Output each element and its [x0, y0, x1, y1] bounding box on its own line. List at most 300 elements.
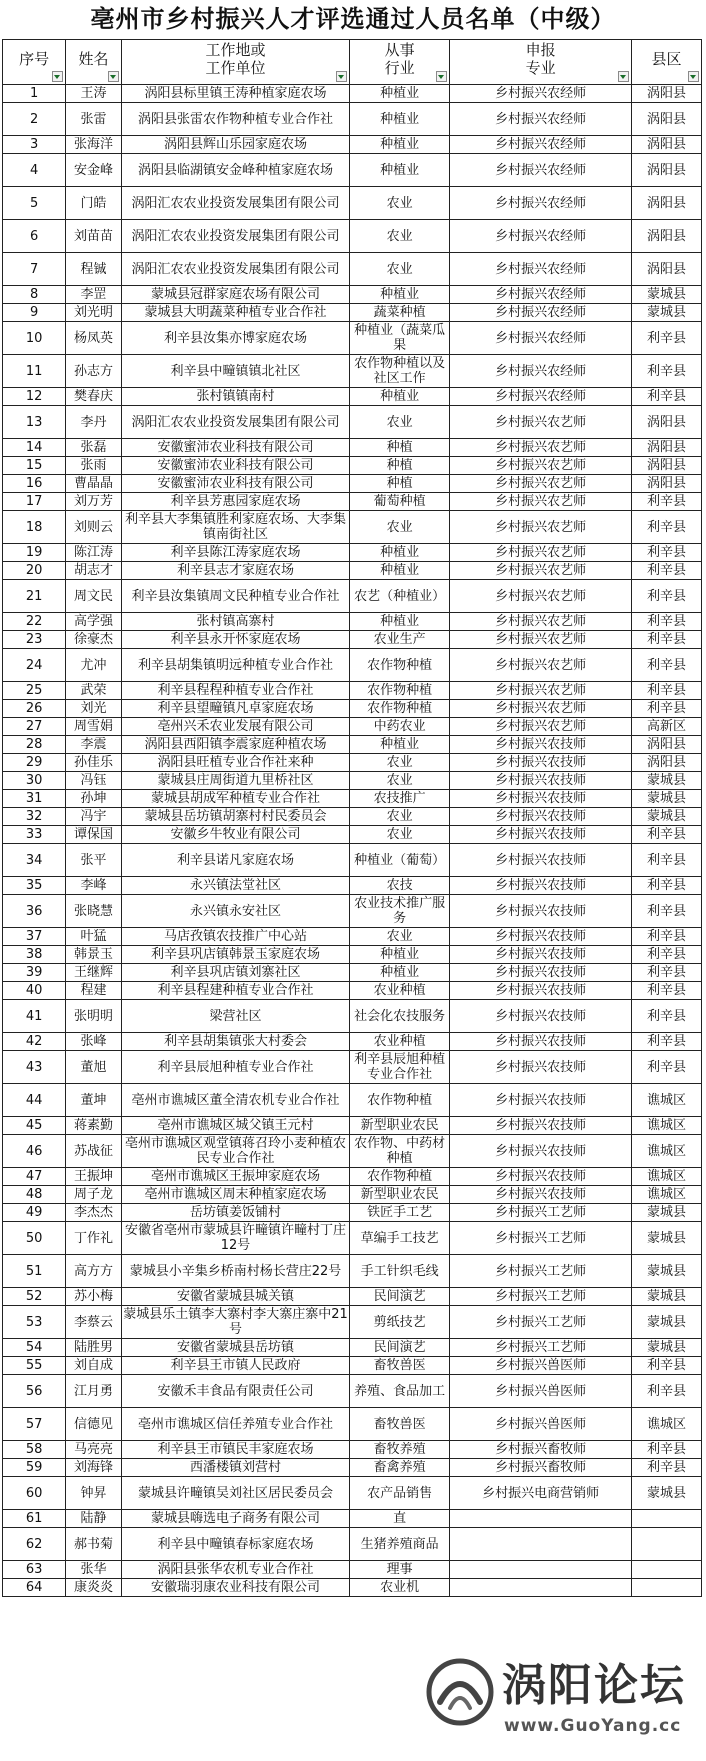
cell-major: 乡村振兴农艺师	[450, 682, 632, 700]
cell-industry: 种植业	[350, 613, 450, 631]
cell-county: 利辛县	[632, 682, 702, 700]
cell-name: 孙佳乐	[66, 754, 121, 772]
cell-county: 涡阳县	[632, 187, 702, 220]
table-row	[3, 220, 702, 253]
cell-no: 58	[3, 1441, 66, 1459]
table-row	[3, 1441, 702, 1459]
cell-county: 蒙城县	[632, 1306, 702, 1339]
cell-no: 43	[3, 1051, 66, 1084]
cell-name: 王涛	[66, 85, 121, 103]
cell-industry: 葡萄种植	[350, 493, 450, 511]
cell-industry: 农业	[350, 253, 450, 286]
cell-industry: 手工针织毛线	[350, 1255, 450, 1288]
cell-no: 14	[3, 439, 66, 457]
cell-industry: 农作物种植	[350, 682, 450, 700]
cell-unit: 利辛县辰旭种植专业合作社	[121, 1051, 350, 1084]
cell-unit: 利辛县巩店镇刘寨社区	[121, 964, 350, 982]
cell-industry: 生猪养殖商品	[350, 1528, 450, 1561]
table-row	[3, 718, 702, 736]
cell-county: 利辛县	[632, 1441, 702, 1459]
cell-industry: 种植业	[350, 736, 450, 754]
cell-industry: 理事	[350, 1561, 450, 1579]
cell-unit: 利辛县王市镇民丰家庭农场	[121, 1441, 350, 1459]
cell-name: 刘万芳	[66, 493, 121, 511]
cell-name: 高学强	[66, 613, 121, 631]
cell-no: 44	[3, 1084, 66, 1117]
cell-major: 乡村振兴电商营销师	[450, 1477, 632, 1510]
cell-name: 冯钰	[66, 772, 121, 790]
cell-no: 21	[3, 580, 66, 613]
cell-no: 12	[3, 388, 66, 406]
cell-major: 乡村振兴农艺师	[450, 718, 632, 736]
cell-industry: 农业	[350, 511, 450, 544]
cell-no: 57	[3, 1408, 66, 1441]
cell-major: 乡村振兴兽医师	[450, 1375, 632, 1408]
cell-unit: 亳州兴禾农业发展有限公司	[121, 718, 350, 736]
table-row	[3, 1135, 702, 1168]
cell-no: 1	[3, 85, 66, 103]
cell-no: 17	[3, 493, 66, 511]
cell-county: 蒙城县	[632, 1255, 702, 1288]
cell-unit: 安徽乡牛牧业有限公司	[121, 826, 350, 844]
cell-major: 乡村振兴农经师	[450, 304, 632, 322]
cell-unit: 蒙城县岳坊镇胡寨村村民委员会	[121, 808, 350, 826]
cell-unit: 安徽瑞羽康农业科技有限公司	[121, 1579, 350, 1597]
header-county: 县区	[632, 40, 702, 85]
cell-unit: 安徽省蒙城县岳坊镇	[121, 1339, 350, 1357]
cell-unit: 张村镇镇南村	[121, 388, 350, 406]
cell-no: 41	[3, 1000, 66, 1033]
table-row	[3, 895, 702, 928]
table-row	[3, 253, 702, 286]
cell-name: 郝书菊	[66, 1528, 121, 1561]
table-row	[3, 1117, 702, 1135]
cell-name: 康炎炎	[66, 1579, 121, 1597]
cell-unit: 蒙城县乐土镇李大寨村李大寨庄寨中21号	[123, 1307, 348, 1337]
cell-industry: 农作物种植	[350, 649, 450, 682]
cell-major	[450, 1579, 632, 1597]
cell-unit: 马店孜镇农技推广中心站	[121, 928, 350, 946]
cell-industry: 养殖、食品加工	[350, 1375, 450, 1408]
cell-name: 王继辉	[66, 964, 121, 982]
cell-county: 谯城区	[632, 1186, 702, 1204]
cell-name: 刘光	[66, 700, 121, 718]
cell-name: 丁作礼	[66, 1222, 121, 1255]
watermark-url: www.GuoYang.cc	[504, 1716, 682, 1736]
cell-no: 6	[3, 220, 66, 253]
cell-name: 周子龙	[66, 1186, 121, 1204]
cell-major	[450, 1528, 632, 1561]
cell-major	[450, 1561, 632, 1579]
cell-county: 利辛县	[632, 511, 702, 544]
cell-name: 徐豪杰	[66, 631, 121, 649]
table-row	[3, 388, 702, 406]
cell-major: 乡村振兴畜牧师	[450, 1441, 632, 1459]
cell-county: 涡阳县	[632, 103, 702, 136]
cell-county: 利辛县	[632, 1357, 702, 1375]
table-body	[3, 85, 702, 1597]
cell-name: 韩景玉	[66, 946, 121, 964]
cell-unit: 涡阳县西阳镇李震家庭种植农场	[121, 736, 350, 754]
cell-name: 张晓慧	[66, 895, 121, 928]
cell-major: 乡村振兴农艺师	[450, 700, 632, 718]
table-row	[3, 982, 702, 1000]
table-row	[3, 946, 702, 964]
cell-major: 乡村振兴农艺师	[450, 439, 632, 457]
table-row	[3, 790, 702, 808]
cell-name: 蒋素勤	[66, 1117, 121, 1135]
cell-no: 35	[3, 877, 66, 895]
cell-industry: 农业	[350, 754, 450, 772]
table-row	[3, 1375, 702, 1408]
cell-county: 利辛县	[632, 613, 702, 631]
cell-no: 54	[3, 1339, 66, 1357]
cell-county: 利辛县	[632, 946, 702, 964]
cell-no: 63	[3, 1561, 66, 1579]
cell-major: 乡村振兴工艺师	[450, 1306, 632, 1339]
filter-dropdown-icon[interactable]	[52, 71, 63, 82]
cell-industry: 农业	[350, 187, 450, 220]
cell-name: 董坤	[66, 1084, 121, 1117]
cell-unit: 安徽省蒙城县城关镇	[121, 1288, 350, 1306]
table-row	[3, 1561, 702, 1579]
table-row	[3, 1408, 702, 1441]
cell-no: 3	[3, 136, 66, 154]
table-row	[3, 1000, 702, 1033]
table-row	[3, 877, 702, 895]
cell-industry: 种植业（葡萄）	[350, 844, 450, 877]
cell-industry: 新型职业农民	[350, 1186, 450, 1204]
filter-dropdown-icon[interactable]	[108, 71, 119, 82]
cell-name: 刘自成	[66, 1357, 121, 1375]
cell-name: 苏战征	[66, 1135, 121, 1168]
cell-major: 乡村振兴农技师	[450, 1051, 632, 1084]
cell-unit: 西潘楼镇刘营村	[121, 1459, 350, 1477]
cell-no: 55	[3, 1357, 66, 1375]
cell-no: 25	[3, 682, 66, 700]
cell-name: 张磊	[66, 439, 121, 457]
table-row	[3, 136, 702, 154]
cell-no: 24	[3, 649, 66, 682]
cell-county: 蒙城县	[632, 808, 702, 826]
cell-major: 乡村振兴农技师	[450, 946, 632, 964]
cell-industry: 农作物、中药材种植	[350, 1135, 450, 1168]
cell-industry: 种植业（蔬菜瓜果	[350, 322, 450, 355]
cell-name: 钟昇	[66, 1477, 121, 1510]
table-row	[3, 103, 702, 136]
cell-name: 张明明	[66, 1000, 121, 1033]
cell-county: 蒙城县	[632, 1477, 702, 1510]
cell-industry: 种植业	[350, 388, 450, 406]
table-row	[3, 844, 702, 877]
cell-unit: 涡阳汇农农业投资发展集团有限公司	[121, 253, 350, 286]
cell-name: 李峰	[66, 877, 121, 895]
cell-county: 谯城区	[632, 1084, 702, 1117]
cell-major: 乡村振兴农技师	[450, 982, 632, 1000]
cell-major: 乡村振兴农经师	[450, 286, 632, 304]
cell-unit: 涡阳县旺植专业合作社来种	[121, 754, 350, 772]
cell-no: 46	[3, 1135, 66, 1168]
cell-industry: 民间演艺	[350, 1288, 450, 1306]
cell-county: 涡阳县	[632, 154, 702, 187]
cell-county: 涡阳县	[632, 406, 702, 439]
cell-unit: 利辛县胡集镇张大村委会	[121, 1033, 350, 1051]
cell-industry: 农作物种植以及社区工作	[350, 355, 450, 388]
cell-industry: 农技推广	[350, 790, 450, 808]
cell-major: 乡村振兴农艺师	[450, 544, 632, 562]
cell-industry: 种植	[350, 457, 450, 475]
header-major: 申报 专业	[450, 40, 632, 85]
cell-county: 利辛县	[632, 562, 702, 580]
cell-no: 36	[3, 895, 66, 928]
cell-name: 尤冲	[66, 649, 121, 682]
cell-unit: 利辛县诺凡家庭农场	[121, 844, 350, 877]
cell-county: 利辛县	[632, 631, 702, 649]
cell-industry: 畜禽养殖	[350, 1459, 450, 1477]
cell-major: 乡村振兴农艺师	[450, 511, 632, 544]
filter-dropdown-icon[interactable]	[336, 71, 347, 82]
cell-county: 利辛县	[632, 322, 702, 355]
cell-unit: 蒙城县庄周街道九里桥社区	[121, 772, 350, 790]
cell-no: 5	[3, 187, 66, 220]
cell-unit: 利辛县陈江涛家庭农场	[121, 544, 350, 562]
cell-major: 乡村振兴农经师	[450, 220, 632, 253]
cell-unit: 利辛县中疃镇春标家庭农场	[121, 1528, 350, 1561]
cell-major: 乡村振兴工艺师	[450, 1339, 632, 1357]
cell-county: 谯城区	[632, 1168, 702, 1186]
cell-no: 30	[3, 772, 66, 790]
cell-major: 乡村振兴农技师	[450, 1033, 632, 1051]
cell-name: 刘苗苗	[66, 220, 121, 253]
cell-county: 蒙城县	[632, 304, 702, 322]
cell-major: 乡村振兴农经师	[450, 85, 632, 103]
cell-no: 27	[3, 718, 66, 736]
cell-industry: 种植业	[350, 946, 450, 964]
cell-no: 59	[3, 1459, 66, 1477]
cell-county: 涡阳县	[632, 457, 702, 475]
table-row	[3, 928, 702, 946]
table-row	[3, 1306, 702, 1339]
cell-major: 乡村振兴农技师	[450, 1135, 632, 1168]
cell-county: 涡阳县	[632, 439, 702, 457]
cell-major: 乡村振兴农艺师	[450, 457, 632, 475]
cell-county: 利辛县	[632, 877, 702, 895]
cell-no: 10	[3, 322, 66, 355]
cell-industry: 民间演艺	[350, 1339, 450, 1357]
cell-no: 61	[3, 1510, 66, 1528]
cell-major: 乡村振兴农艺师	[450, 493, 632, 511]
cell-unit: 永兴镇永安社区	[121, 895, 350, 928]
cell-unit: 利辛县王市镇人民政府	[121, 1357, 350, 1375]
cell-industry: 农技	[350, 877, 450, 895]
cell-major: 乡村振兴农技师	[450, 964, 632, 982]
cell-industry: 剪纸技艺	[350, 1306, 450, 1339]
cell-industry: 草编手工技艺	[350, 1222, 450, 1255]
cell-industry: 农产品销售	[350, 1477, 450, 1510]
cell-industry: 农业技术推广服务	[350, 895, 450, 928]
table-row	[3, 304, 702, 322]
cell-major: 乡村振兴农技师	[450, 754, 632, 772]
cell-county: 利辛县	[632, 649, 702, 682]
table-row	[3, 613, 702, 631]
cell-county: 利辛县	[632, 1000, 702, 1033]
cell-county: 利辛县	[632, 1375, 702, 1408]
table-row	[3, 286, 702, 304]
cell-county: 涡阳县	[632, 736, 702, 754]
table-row	[3, 649, 702, 682]
cell-county: 利辛县	[632, 982, 702, 1000]
table-row	[3, 580, 702, 613]
watermark-title: 涡阳论坛	[502, 1660, 686, 1711]
cell-unit: 利辛县永开怀家庭农场	[121, 631, 350, 649]
cell-unit: 利辛县芳惠园家庭农场	[121, 493, 350, 511]
cell-major: 乡村振兴农技师	[450, 1168, 632, 1186]
cell-unit: 涡阳县标里镇王涛种植家庭农场	[121, 85, 350, 103]
cell-name: 刘光明	[66, 304, 121, 322]
cell-unit: 利辛县巩店镇韩景玉家庭农场	[121, 946, 350, 964]
cell-name: 谭保国	[66, 826, 121, 844]
table-row	[3, 1528, 702, 1561]
cell-industry: 种植	[350, 475, 450, 493]
cell-no: 7	[3, 253, 66, 286]
cell-no: 8	[3, 286, 66, 304]
cell-unit: 涡阳县张雷农作物种植专业合作社	[121, 103, 350, 136]
cell-name: 李蔡云	[66, 1306, 121, 1339]
cell-major: 乡村振兴农艺师	[450, 580, 632, 613]
table-row	[3, 511, 702, 544]
table-row	[3, 85, 702, 103]
cell-major: 乡村振兴农艺师	[450, 613, 632, 631]
cell-county: 利辛县	[632, 388, 702, 406]
cell-unit: 蒙城县小辛集乡桥南村杨长营庄22号	[121, 1255, 350, 1288]
cell-county: 利辛县	[632, 1051, 702, 1084]
cell-name: 杨凤英	[66, 322, 121, 355]
table-row	[3, 682, 702, 700]
filter-dropdown-icon[interactable]	[618, 71, 629, 82]
table-row	[3, 1255, 702, 1288]
filter-dropdown-icon[interactable]	[436, 71, 447, 82]
cell-name: 安金峰	[66, 154, 121, 187]
cell-name: 陆静	[66, 1510, 121, 1528]
table-row	[3, 754, 702, 772]
cell-county: 利辛县	[632, 355, 702, 388]
cell-county: 利辛县	[632, 1033, 702, 1051]
cell-major: 乡村振兴农艺师	[450, 649, 632, 682]
cell-county: 涡阳县	[632, 220, 702, 253]
cell-name: 李震	[66, 736, 121, 754]
cell-county: 蒙城县	[632, 1222, 702, 1255]
cell-no: 18	[3, 511, 66, 544]
cell-unit: 利辛县志才家庭农场	[121, 562, 350, 580]
cell-unit: 涡阳汇农农业投资发展集团有限公司	[121, 220, 350, 253]
cell-name: 曹晶晶	[66, 475, 121, 493]
cell-county: 利辛县	[632, 895, 702, 928]
cell-name: 李杰杰	[66, 1204, 121, 1222]
cell-name: 叶猛	[66, 928, 121, 946]
table-row	[3, 1204, 702, 1222]
cell-major: 乡村振兴农经师	[450, 187, 632, 220]
cell-industry: 直	[350, 1510, 450, 1528]
cell-major: 乡村振兴农技师	[450, 790, 632, 808]
cell-name: 李罡	[66, 286, 121, 304]
table-row	[3, 562, 702, 580]
filter-dropdown-icon[interactable]	[688, 71, 699, 82]
cell-industry: 种植	[350, 439, 450, 457]
cell-county: 涡阳县	[632, 253, 702, 286]
cell-no: 52	[3, 1288, 66, 1306]
cell-major: 乡村振兴农技师	[450, 895, 632, 928]
cell-unit: 利辛县胡集镇明远种植专业合作社	[121, 649, 350, 682]
cell-county: 蒙城县	[632, 286, 702, 304]
cell-major: 乡村振兴农艺师	[450, 406, 632, 439]
cell-name: 陆胜男	[66, 1339, 121, 1357]
cell-industry: 农作物种植	[350, 1084, 450, 1117]
cell-county: 谯城区	[632, 1117, 702, 1135]
cell-major: 乡村振兴农经师	[450, 154, 632, 187]
cell-unit: 安徽蜜沛农业科技有限公司	[121, 457, 350, 475]
table-row	[3, 406, 702, 439]
table-row	[3, 1084, 702, 1117]
cell-no: 13	[3, 406, 66, 439]
cell-county: 蒙城县	[632, 1204, 702, 1222]
cell-county	[632, 1510, 702, 1528]
table-row	[3, 457, 702, 475]
cell-no: 33	[3, 826, 66, 844]
table-row	[3, 736, 702, 754]
cell-unit: 永兴镇法堂社区	[121, 877, 350, 895]
table-row	[3, 1477, 702, 1510]
cell-industry: 农业	[350, 826, 450, 844]
cell-unit: 亳州市谯城区周末种植家庭农场	[121, 1186, 350, 1204]
cell-major: 乡村振兴农艺师	[450, 562, 632, 580]
cell-name: 武荣	[66, 682, 121, 700]
cell-industry: 中药农业	[350, 718, 450, 736]
cell-industry: 农艺（种植业）	[350, 580, 450, 613]
cell-industry: 新型职业农民	[350, 1117, 450, 1135]
cell-unit: 涡阳县张华农机专业合作社	[121, 1561, 350, 1579]
cell-no: 47	[3, 1168, 66, 1186]
cell-name: 刘则云	[66, 511, 121, 544]
cell-county: 高新区	[632, 718, 702, 736]
header-row	[3, 40, 702, 85]
table-row	[3, 808, 702, 826]
table-row	[3, 1288, 702, 1306]
cell-county: 蒙城县	[632, 1339, 702, 1357]
cell-county: 谯城区	[632, 1135, 702, 1168]
cell-name: 刘海锋	[66, 1459, 121, 1477]
cell-county: 谯城区	[632, 1408, 702, 1441]
cell-major: 乡村振兴工艺师	[450, 1288, 632, 1306]
cell-name: 孙志方	[66, 355, 121, 388]
cell-no: 31	[3, 790, 66, 808]
cell-county: 涡阳县	[632, 136, 702, 154]
cell-industry: 农业	[350, 808, 450, 826]
forum-watermark	[420, 1644, 706, 1761]
cell-industry: 农作物种植	[350, 700, 450, 718]
cell-unit: 亳州市谯城区王振坤家庭农场	[121, 1168, 350, 1186]
cell-county: 利辛县	[632, 700, 702, 718]
cell-county: 利辛县	[632, 544, 702, 562]
cell-industry: 农业	[350, 772, 450, 790]
cell-major: 乡村振兴农经师	[450, 136, 632, 154]
cell-no: 22	[3, 613, 66, 631]
cell-name: 张雨	[66, 457, 121, 475]
cell-unit: 涡阳汇农农业投资发展集团有限公司	[121, 406, 350, 439]
cell-no: 11	[3, 355, 66, 388]
cell-industry: 种植业	[350, 136, 450, 154]
table-row	[3, 1186, 702, 1204]
cell-industry: 农作物种植	[350, 1168, 450, 1186]
